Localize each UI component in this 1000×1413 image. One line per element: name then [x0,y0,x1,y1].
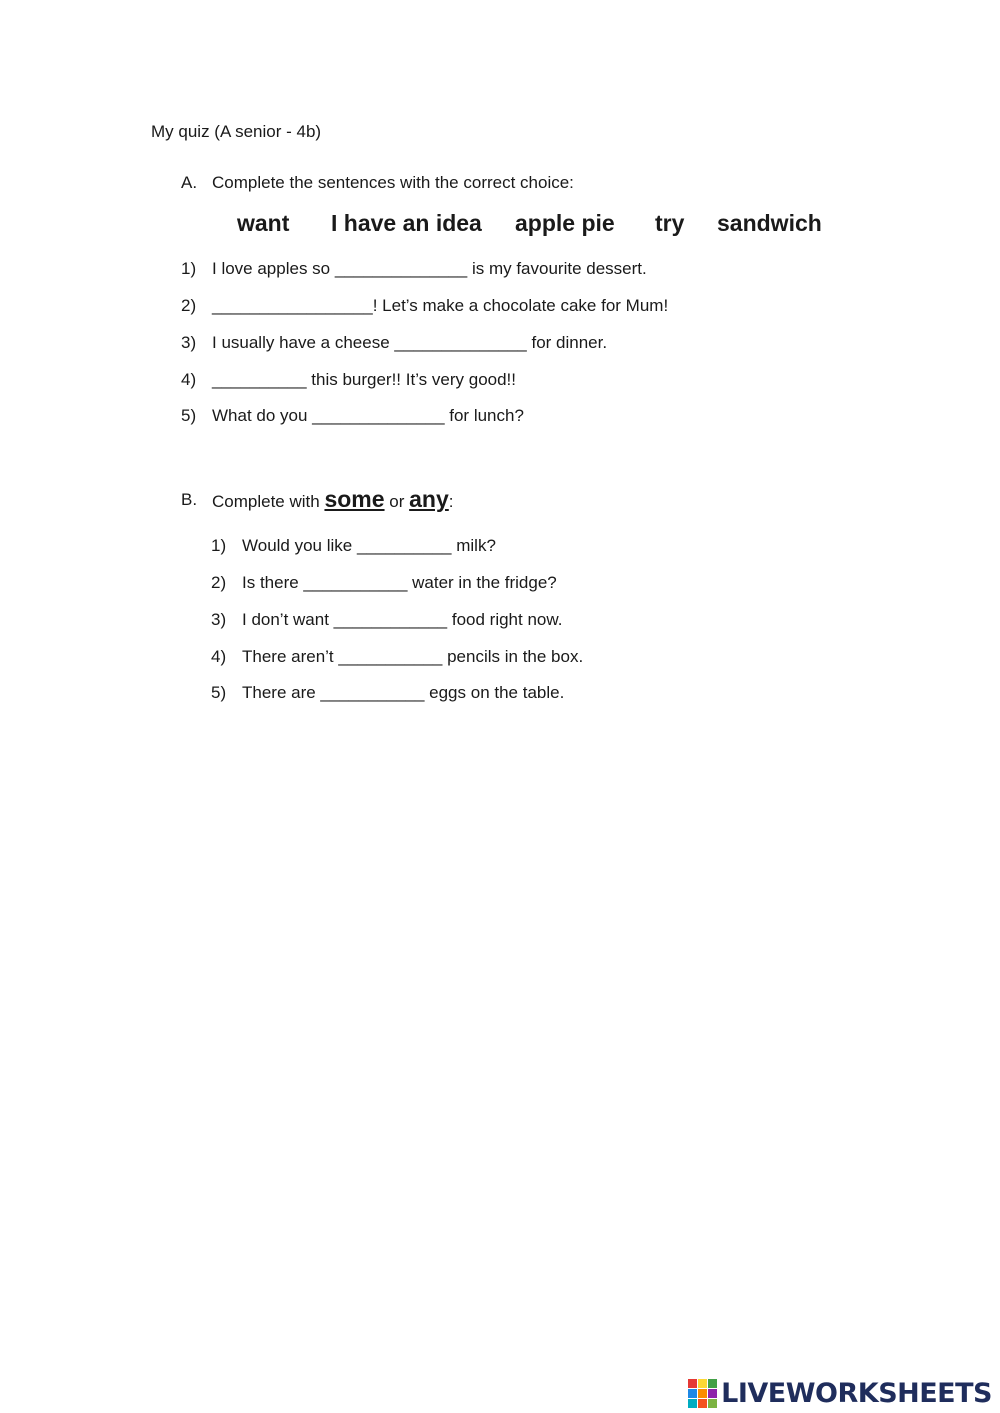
liveworksheets-logo-icon [688,1379,717,1408]
item-text: _________________! Let’s make a chocolate cake for Mum! [212,296,669,315]
item-number: 2) [181,296,197,315]
item-number: 4) [181,370,197,389]
logo-square [688,1389,697,1398]
logo-square [708,1399,717,1408]
keyword-any: any [409,486,449,512]
logo-square [708,1389,717,1398]
logo-square [688,1379,697,1388]
instruction-suffix: : [448,492,454,511]
page-title: My quiz (A senior - 4b) [151,122,322,141]
section-a-letter: A. [181,173,198,192]
logo-square [708,1379,717,1388]
instruction-prefix: Complete with [212,492,320,511]
logo-square [698,1379,707,1388]
word-choice-1: want [237,210,290,236]
word-choice-2: I have an idea [331,210,482,236]
item-number: 2) [211,573,227,592]
item-text: I love apples so ______________ is my favourite dessert. [212,259,647,278]
instruction-joiner: or [389,492,405,511]
word-choice-4: try [655,210,685,236]
logo-square [698,1399,707,1408]
item-number: 1) [181,259,197,278]
item-text: There are ___________ eggs on the table. [242,683,565,702]
section-b-instruction [212,484,454,517]
item-number: 5) [181,406,197,425]
logo-square [698,1389,707,1398]
keyword-some: some [324,486,385,512]
word-choice-5: sandwich [717,210,822,236]
item-text: There aren’t ___________ pencils in the box. [242,647,584,666]
item-number: 4) [211,647,227,666]
item-number: 5) [211,683,227,702]
liveworksheets-watermark [688,1378,992,1408]
item-text: I usually have a cheese ______________ for dinner. [212,333,608,352]
item-text: __________ this burger!! It’s very good!! [212,370,516,389]
item-text: What do you ______________ for lunch? [212,406,524,425]
section-b-letter: B. [181,490,198,509]
brand-name: LIVEWORKSHEETS [721,1377,992,1409]
item-text: Would you like __________ milk? [242,536,496,555]
section-a-instruction: Complete the sentences with the correct choice: [212,173,574,192]
item-number: 3) [181,333,197,352]
item-text: Is there ___________ water in the fridge? [242,573,557,592]
item-text: I don’t want ____________ food right now. [242,610,563,629]
item-number: 1) [211,536,227,555]
logo-square [688,1399,697,1408]
word-choice-3: apple pie [515,210,615,236]
item-number: 3) [211,610,227,629]
